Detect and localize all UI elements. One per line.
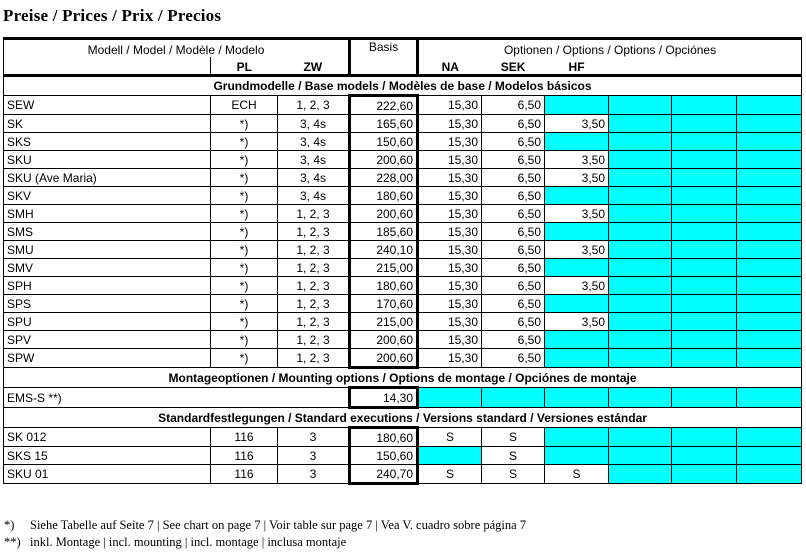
empty-cell [672,223,737,241]
pl-cell: *) [211,223,278,241]
empty-cell [672,96,737,115]
empty-cell [737,447,802,465]
sek-cell: 6,50 [482,205,545,223]
section-standard [4,408,802,428]
header-model: Modell / Model / Modèle / Modelo [4,39,350,58]
model-cell: SPW [4,349,211,368]
model-cell: SMV [4,259,211,277]
zw-cell: 1, 2, 3 [278,259,350,277]
hf-cell: S [545,465,609,484]
header-options: Optionen / Options / Options / Opciónes [418,39,802,58]
model-cell: EMS-S **) [4,388,350,408]
header-pl: PL [211,57,278,76]
table-row [4,151,802,169]
hf-cell [545,96,609,115]
model-cell: SPH [4,277,211,295]
empty-cell [672,388,737,408]
header-na: NA [418,57,482,76]
empty-cell [737,115,802,133]
empty-cell [672,428,737,447]
table-row [4,349,802,368]
footnote-1-mark: *) [4,518,15,532]
header-basis: Basis [350,39,418,76]
model-cell: SKU [4,151,211,169]
empty-cell [672,169,737,187]
basis-cell: 14,30 [350,388,418,408]
pl-cell: *) [211,187,278,205]
hf-cell: 3,50 [545,277,609,295]
zw-cell: 1, 2, 3 [278,295,350,313]
empty-cell [737,465,802,484]
basis-cell: 170,60 [350,295,418,313]
empty-cell [609,151,672,169]
table-row [4,187,802,205]
model-cell: SKU 01 [4,465,211,484]
empty-cell [672,241,737,259]
hf-cell: 3,50 [545,205,609,223]
empty-cell [609,428,672,447]
header-hf: HF [545,57,609,76]
empty-cell [609,259,672,277]
sek-cell: 6,50 [482,187,545,205]
zw-cell: 3, 4s [278,169,350,187]
empty-cell [609,447,672,465]
na-cell: 15,30 [418,96,482,115]
empty-cell [737,313,802,331]
empty-cell [609,277,672,295]
pl-cell: *) [211,349,278,368]
basis-cell: 180,60 [350,277,418,295]
hf-cell [545,331,609,349]
sek-cell: 6,50 [482,259,545,277]
empty-cell [737,259,802,277]
na-cell: 15,30 [418,115,482,133]
hf-cell [545,428,609,447]
model-cell: SKS 15 [4,447,211,465]
na-cell: 15,30 [418,277,482,295]
footnote-2 [4,534,526,551]
section-base-models-label: Grundmodelle / Base models / Modèles de base / Modelos básicos [4,76,802,96]
table-row [4,223,802,241]
empty-cell [609,331,672,349]
empty-cell [672,151,737,169]
pl-cell: *) [211,205,278,223]
empty-cell [672,313,737,331]
table-row [4,205,802,223]
zw-cell: 1, 2, 3 [278,223,350,241]
empty-cell [609,295,672,313]
hf-cell [545,295,609,313]
table-row [4,259,802,277]
zw-cell: 1, 2, 3 [278,205,350,223]
sek-cell: 6,50 [482,277,545,295]
sek-cell: 6,50 [482,133,545,151]
na-cell: S [418,428,482,447]
empty-cell [737,277,802,295]
zw-cell: 1, 2, 3 [278,331,350,349]
sek-cell: 6,50 [482,169,545,187]
zw-cell: 3, 4s [278,151,350,169]
sek-cell: 6,50 [482,223,545,241]
na-cell: 15,30 [418,205,482,223]
zw-cell: 3 [278,428,350,447]
table-row [4,241,802,259]
zw-cell: 3, 4s [278,133,350,151]
empty-cell [737,133,802,151]
empty-cell [609,313,672,331]
footnotes [4,517,526,551]
empty-cell [672,205,737,223]
zw-cell: 1, 2, 3 [278,349,350,368]
hf-cell [545,187,609,205]
sek-cell: 6,50 [482,295,545,313]
price-table [3,37,802,485]
na-cell: S [418,465,482,484]
na-cell: 15,30 [418,133,482,151]
empty-cell [609,349,672,368]
empty-cell [672,465,737,484]
pl-cell: *) [211,133,278,151]
hf-cell: 3,50 [545,241,609,259]
model-cell: SEW [4,96,211,115]
na-cell: 15,30 [418,331,482,349]
section-mounting-label: Montageoptionen / Mounting options / Options de montage / Opciónes de montaje [4,368,802,388]
empty-cell [737,223,802,241]
empty-cell [609,388,672,408]
pl-cell: *) [211,169,278,187]
section-standard-label: Standardfestlegungen / Standard executions / Versions standard / Versiones estándar [4,408,802,428]
na-cell: 15,30 [418,349,482,368]
sek-cell: 6,50 [482,96,545,115]
na-cell: 15,30 [418,151,482,169]
zw-cell: 3, 4s [278,187,350,205]
empty-cell [737,205,802,223]
basis-cell: 200,60 [350,151,418,169]
pl-cell: *) [211,331,278,349]
hf-cell [545,447,609,465]
zw-cell: 3, 4s [278,115,350,133]
table-row [4,465,802,484]
model-cell: SPV [4,331,211,349]
hf-cell: 3,50 [545,151,609,169]
model-cell: SPS [4,295,211,313]
header-sek: SEK [482,57,545,76]
table-row [4,277,802,295]
empty-cell [609,241,672,259]
hf-cell: 3,50 [545,313,609,331]
footnote-2-text: inkl. Montage | incl. mounting | incl. montage | inclusa montaje [30,535,347,549]
empty-cell [418,388,482,408]
empty-cell [609,187,672,205]
footnote-1-text: Siehe Tabelle auf Seite 7 | See chart on page 7 | Voir table sur page 7 | Vea V. cuadro sobre página 7 [30,518,527,532]
hf-cell [545,223,609,241]
table-row [4,133,802,151]
sek-cell: 6,50 [482,349,545,368]
table-row [4,428,802,447]
empty-cell [609,169,672,187]
empty-cell [609,465,672,484]
empty-cell [737,295,802,313]
table-row [4,447,802,465]
sek-cell: 6,50 [482,151,545,169]
empty-cell [672,187,737,205]
empty-cell [609,115,672,133]
pl-cell: *) [211,151,278,169]
empty-cell [737,388,802,408]
sek-cell: 6,50 [482,331,545,349]
pl-cell: *) [211,241,278,259]
table-row [4,388,802,408]
zw-cell: 1, 2, 3 [278,96,350,115]
basis-cell: 180,60 [350,187,418,205]
pl-cell: ECH [211,96,278,115]
empty-cell [737,331,802,349]
table-row [4,295,802,313]
basis-cell: 215,00 [350,313,418,331]
empty-cell [737,169,802,187]
empty-cell [609,205,672,223]
sek-cell: 6,50 [482,115,545,133]
basis-cell: 200,60 [350,205,418,223]
model-cell: SMS [4,223,211,241]
na-cell: 15,30 [418,187,482,205]
basis-cell: 240,10 [350,241,418,259]
model-cell: SKS [4,133,211,151]
table-row [4,96,802,115]
basis-cell: 200,60 [350,349,418,368]
pl-cell: *) [211,313,278,331]
basis-cell: 165,60 [350,115,418,133]
basis-cell: 150,60 [350,133,418,151]
footnote-2-mark: **) [4,535,21,549]
zw-cell: 3 [278,465,350,484]
empty-cell [672,133,737,151]
empty-cell [609,133,672,151]
na-cell [418,447,482,465]
table-row [4,313,802,331]
empty-cell [737,428,802,447]
model-cell: SKU (Ave Maria) [4,169,211,187]
pl-cell: 116 [211,465,278,484]
sek-cell: S [482,465,545,484]
sek-cell: S [482,447,545,465]
empty-cell [737,241,802,259]
empty-cell [672,349,737,368]
sek-cell: S [482,428,545,447]
empty-cell [672,447,737,465]
empty-cell [672,295,737,313]
model-cell: SK [4,115,211,133]
section-base-models [4,76,802,96]
model-cell: SMH [4,205,211,223]
page-title: Preise / Prices / Prix / Precios [3,6,222,25]
empty-cell [482,388,545,408]
header-zw: ZW [278,57,350,76]
pl-cell: *) [211,295,278,313]
basis-cell: 150,60 [350,447,418,465]
sek-cell: 6,50 [482,241,545,259]
basis-cell: 222,60 [350,96,418,115]
pl-cell: 116 [211,428,278,447]
empty-cell [672,331,737,349]
zw-cell: 3 [278,447,350,465]
table-row [4,331,802,349]
empty-cell [672,277,737,295]
empty-cell [737,349,802,368]
empty-cell [672,259,737,277]
zw-cell: 1, 2, 3 [278,313,350,331]
na-cell: 15,30 [418,295,482,313]
hf-cell [545,133,609,151]
na-cell: 15,30 [418,259,482,277]
na-cell: 15,30 [418,223,482,241]
empty-cell [545,388,609,408]
basis-cell: 200,60 [350,331,418,349]
na-cell: 15,30 [418,313,482,331]
pl-cell: 116 [211,447,278,465]
empty-cell [737,151,802,169]
hf-cell [545,259,609,277]
model-cell: SPU [4,313,211,331]
basis-cell: 228,00 [350,169,418,187]
basis-cell: 240,70 [350,465,418,484]
model-cell: SMU [4,241,211,259]
basis-cell: 180,60 [350,428,418,447]
zw-cell: 1, 2, 3 [278,277,350,295]
sek-cell: 6,50 [482,313,545,331]
na-cell: 15,30 [418,169,482,187]
pl-cell: *) [211,115,278,133]
na-cell: 15,30 [418,241,482,259]
hf-cell: 3,50 [545,115,609,133]
table-row [4,115,802,133]
empty-cell [609,96,672,115]
pl-cell: *) [211,259,278,277]
empty-cell [672,115,737,133]
zw-cell: 1, 2, 3 [278,241,350,259]
model-cell: SKV [4,187,211,205]
section-mounting [4,368,802,388]
table-row [4,169,802,187]
hf-cell [545,349,609,368]
basis-cell: 215,00 [350,259,418,277]
basis-cell: 185,60 [350,223,418,241]
empty-cell [609,223,672,241]
footnote-1 [4,517,526,534]
empty-cell [737,96,802,115]
empty-cell [737,187,802,205]
pl-cell: *) [211,277,278,295]
hf-cell: 3,50 [545,169,609,187]
model-cell: SK 012 [4,428,211,447]
